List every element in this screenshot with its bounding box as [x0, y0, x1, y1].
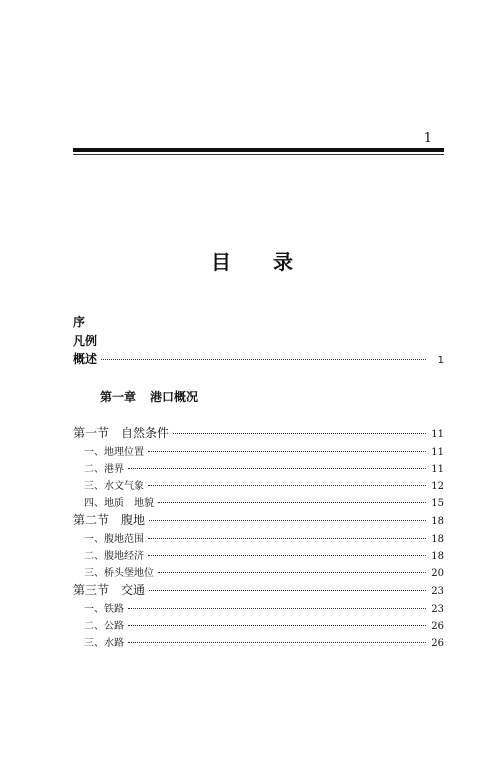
dot-leader — [148, 485, 426, 486]
title-char-1: 目 — [211, 250, 231, 274]
page-number: 1 — [423, 131, 432, 146]
dot-leader — [148, 451, 426, 452]
section-label: 第二节 — [73, 513, 110, 527]
chapter-label: 第一章 — [100, 390, 137, 404]
subentry-label: 二、公路 — [84, 621, 124, 632]
toc-page-number: 11 — [431, 447, 444, 458]
section-label: 第三节 — [73, 583, 110, 597]
dot-leader — [149, 520, 426, 521]
page-title — [0, 246, 504, 275]
subentry-label: 三、水路 — [84, 638, 124, 649]
dot-leader — [149, 590, 426, 591]
section-title: 交通 — [121, 583, 146, 597]
subentry-label: 三、水文气象 — [84, 481, 144, 492]
title-char-2: 录 — [273, 250, 293, 274]
toc-page-number: 1 — [437, 355, 444, 366]
toc-subentry[interactable] — [84, 564, 444, 579]
chapter-heading[interactable] — [100, 388, 198, 405]
dot-leader — [148, 555, 426, 556]
section-title: 腹地 — [121, 513, 146, 527]
toc-subentry[interactable] — [84, 460, 444, 475]
toc-entry-label: 凡例 — [73, 334, 98, 348]
toc-subentry[interactable] — [84, 443, 444, 458]
toc-entry-label: 序 — [73, 315, 86, 329]
section-title: 自然条件 — [121, 426, 170, 440]
dot-leader — [158, 502, 426, 503]
toc-subentry[interactable] — [84, 547, 444, 562]
toc-subentry[interactable] — [84, 494, 444, 509]
header-rule-thin — [73, 154, 444, 155]
subentry-label: 一、地理位置 — [84, 447, 144, 458]
toc-page-number: 20 — [431, 568, 444, 579]
toc-subentry[interactable] — [84, 530, 444, 545]
subentry-label: 二、港界 — [84, 464, 124, 475]
toc-subentry[interactable] — [84, 477, 444, 492]
dot-leader — [173, 433, 426, 434]
subentry-label: 四、地质 地貌 — [84, 498, 154, 509]
toc-page-number: 15 — [431, 498, 444, 509]
toc-section[interactable] — [73, 424, 444, 441]
toc-page-number: 26 — [431, 621, 444, 632]
section-label: 第一节 — [73, 426, 110, 440]
toc-entry-preface[interactable] — [73, 313, 85, 330]
toc-page-number: 11 — [431, 464, 444, 475]
toc-entry-guide[interactable] — [73, 332, 97, 349]
dot-leader — [101, 359, 426, 360]
toc-section[interactable] — [73, 511, 444, 528]
toc-page-number: 23 — [431, 604, 444, 615]
dot-leader — [158, 572, 426, 573]
toc-subentry[interactable] — [84, 634, 444, 649]
toc-section[interactable] — [73, 581, 444, 598]
toc-page-number: 18 — [431, 516, 444, 527]
toc-page-number: 11 — [431, 429, 444, 440]
subentry-label: 二、腹地经济 — [84, 551, 144, 562]
subentry-label: 一、铁路 — [84, 604, 124, 615]
dot-leader — [128, 608, 426, 609]
toc-entry-overview[interactable] — [73, 350, 444, 367]
toc-page-number: 18 — [431, 534, 444, 545]
toc-page-number: 12 — [431, 481, 444, 492]
toc-subentry[interactable] — [84, 617, 444, 632]
toc-entry-label: 概述 — [73, 352, 98, 366]
dot-leader — [128, 468, 426, 469]
dot-leader — [128, 625, 426, 626]
toc-page-number: 26 — [431, 638, 444, 649]
header-rule-thick — [73, 148, 444, 152]
toc-subentry[interactable] — [84, 600, 444, 615]
toc-page-number: 18 — [431, 551, 444, 562]
chapter-title: 港口概况 — [150, 390, 199, 404]
toc-page-number: 23 — [431, 586, 444, 597]
subentry-label: 一、腹地范围 — [84, 534, 144, 545]
dot-leader — [128, 642, 426, 643]
dot-leader — [148, 538, 426, 539]
subentry-label: 三、桥头堡地位 — [84, 568, 154, 579]
